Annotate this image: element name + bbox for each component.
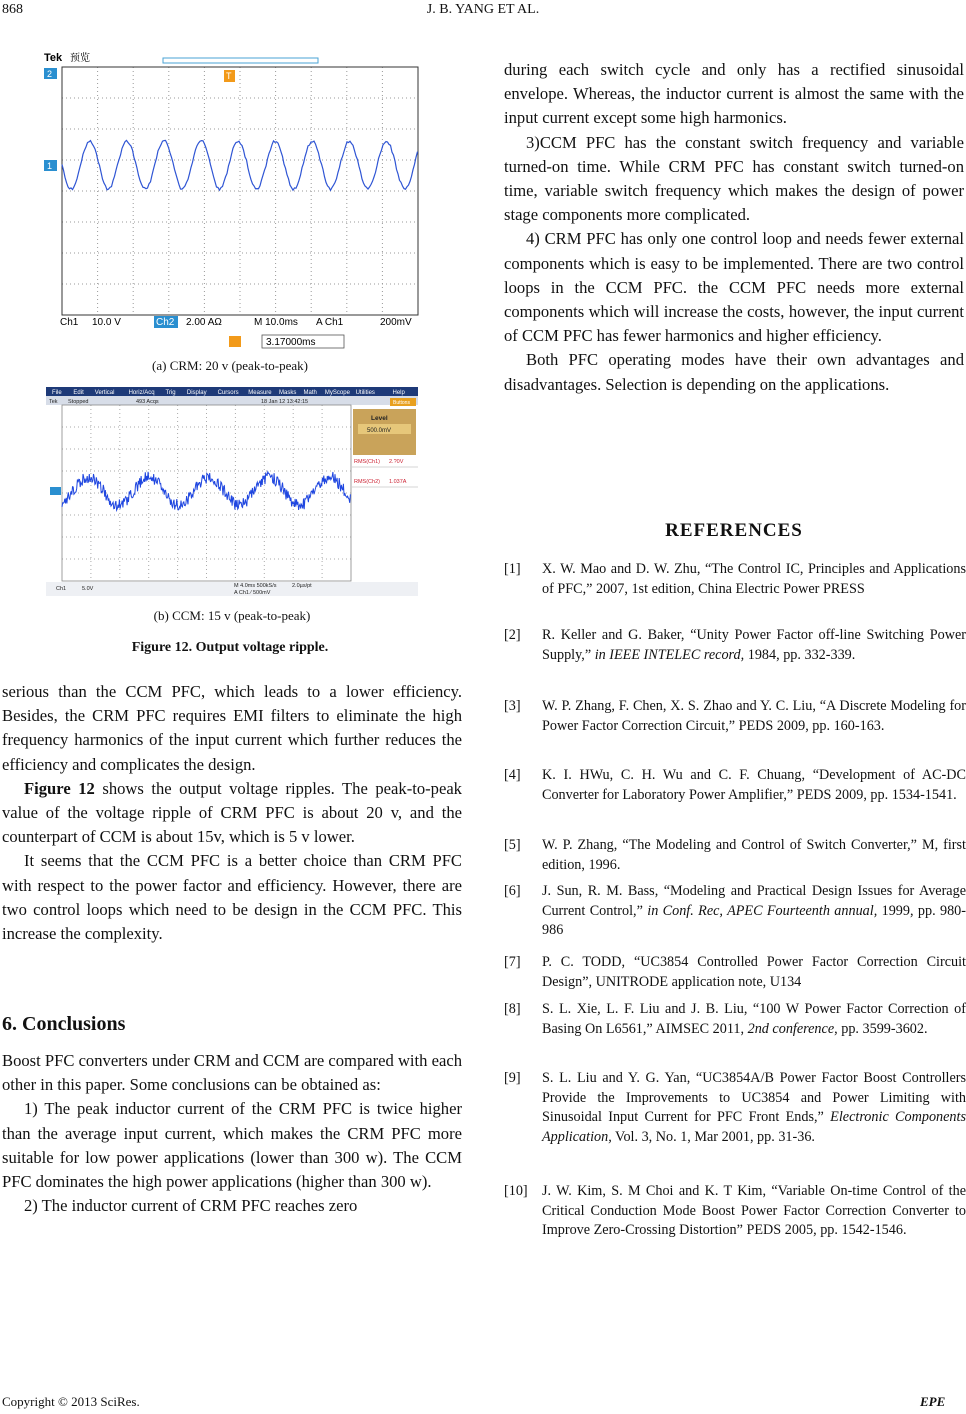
reference-text-part: 1984, pp. 332-339. xyxy=(744,646,856,663)
page-number: 868 xyxy=(2,2,23,17)
reference-text: W. P. Zhang, “The Modeling and Control of Switch Converter,” M, first edition, 1996. xyxy=(542,837,966,873)
svg-text:Stopped: Stopped xyxy=(68,399,89,405)
svg-text:500.0mV: 500.0mV xyxy=(367,428,392,434)
readout-marker xyxy=(229,336,241,347)
menu-item[interactable]: Math xyxy=(303,390,317,396)
reference-text xyxy=(542,1000,966,1039)
reference-text-part: S. L. Xie, L. F. Liu and J. B. Liu, “100 W Power Factor Correction of Basing On L6561,” AIMSEC 2011, xyxy=(542,1001,966,1037)
journal-name: EPE xyxy=(920,1394,946,1409)
mode-label: 预览 xyxy=(70,53,90,64)
section-heading: 6. Conclusions xyxy=(2,1013,126,1035)
reference-text xyxy=(542,626,966,665)
paragraph: during each switch cycle and only has a rectified sinusoidal envelope. Whereas, the inductor current is almost the same with the input current except some high harmonics. xyxy=(504,60,964,128)
svg-text:M 4.0ms 500kS/s: M 4.0ms 500kS/s xyxy=(234,583,277,589)
reference-number: [7] xyxy=(504,954,521,970)
menu-item[interactable]: Display xyxy=(186,390,207,396)
svg-text:2.0µs/pt: 2.0µs/pt xyxy=(292,583,312,589)
rms-ch1-label: RMS(Ch1) xyxy=(354,459,380,465)
reference-text-part: , pp. 3599-3602. xyxy=(834,1020,928,1037)
figure-a-oscilloscope xyxy=(40,48,420,350)
menu-item[interactable]: Cursors xyxy=(217,390,239,396)
status-ch1: Ch1 xyxy=(60,317,79,328)
reference-text xyxy=(542,882,966,941)
reference-number: [10] xyxy=(504,1183,528,1199)
reference-source: Electronic Components Application, xyxy=(542,1109,966,1145)
caption-b: (b) CCM: 15 v (peak-to-peak) xyxy=(153,608,311,623)
caption-a: (a) CRM: 20 v (peak-to-peak) xyxy=(152,358,308,373)
menu-item[interactable]: Trig xyxy=(165,390,176,396)
svg-text:Tek: Tek xyxy=(49,399,58,405)
status-bar xyxy=(46,396,418,405)
paragraph: It seems that the CCM PFC is a better choice than CRM PFC with respect to the power factor and efficiency. However, there are two control loops which need to be design in the CCM PFC. This increase the complexity. xyxy=(2,851,462,944)
left-column-conclusions xyxy=(2,1049,462,1218)
reference-source: in Conf. Rec, APEC Fourteenth annual, xyxy=(647,902,878,919)
svg-text:Ch1: Ch1 xyxy=(56,586,67,592)
reference-source: in IEEE INTELEC record, xyxy=(594,646,745,663)
tek-brand: Tek xyxy=(44,52,63,64)
right-column xyxy=(504,58,964,397)
paragraph: 4) CRM PFC has only one control loop and needs fewer external components which is easy to be implemented. There are two control loops in the CCM PFC. the CCM PFC needs more external components which will increase the costs, however, the input current of CCM PFC has fewer harmonics and higher efficiency. xyxy=(504,229,964,346)
figure-ref: Figure 12 xyxy=(24,778,95,798)
status-trig: A Ch1 xyxy=(316,317,344,328)
reference-text-part: 1999, pp. 980-986 xyxy=(542,902,966,938)
left-column xyxy=(2,680,462,946)
reference-text: P. C. TODD, “UC3854 Controlled Power Factor Correction Circuit Design”, UNITRODE application note, U134 xyxy=(542,954,966,990)
ch1-marker xyxy=(50,487,61,495)
reference-number: [9] xyxy=(504,1070,521,1086)
reference-number: [2] xyxy=(504,627,521,643)
svg-text:T: T xyxy=(226,71,232,81)
paragraph: 1) The peak inductor current of the CRM PFC is twice higher than the average input current, which makes the CRM PFC more suitable for low power applications (lower than 300 w). The CCM PFC dominates the high power applications (higher than 300 w). xyxy=(2,1099,462,1192)
rms-ch1-value: 2.?0V xyxy=(389,459,404,465)
paragraph: Figure 12 shows the output voltage ripples. The peak-to-peak value of the voltage ripple of CRM PFC is about 20 v, and the counterpart of CCM is about 15v, which is 5 v lower. xyxy=(2,778,462,847)
reference-number: [3] xyxy=(504,698,521,714)
figure-b-oscilloscope xyxy=(46,387,418,596)
svg-text:1: 1 xyxy=(47,161,53,171)
paragraph: Both PFC operating modes have their own advantages and disadvantages. Selection is depending on the applications. xyxy=(504,350,964,394)
svg-text:A Ch1 ⁄ 500mV: A Ch1 ⁄ 500mV xyxy=(234,590,271,596)
paragraph: 2) The inductor current of CRM PFC reaches zero xyxy=(24,1196,358,1216)
svg-text:2: 2 xyxy=(47,69,53,79)
reference-text-part: J. Sun, R. M. Bass, “Modeling and Practical Design Issues for Average Current Control,” xyxy=(542,883,966,919)
menu-item[interactable]: Utilities xyxy=(355,390,375,396)
menu-item[interactable]: File xyxy=(52,390,62,396)
reference-text-part: S. L. Liu and Y. G. Yan, “UC3854A/B Power Factor Boost Controllers Provide the Improvements to UC3854 and Power Limiting with Sinusoidal Input Current for PFC Front Ends,” xyxy=(542,1070,966,1125)
reference-text: X. W. Mao and D. W. Zhu, “The Control IC, Principles and Applications of PFC,” 2007, 1st edition, China Electric Power PRESS xyxy=(542,561,966,597)
svg-text:5.0V: 5.0V xyxy=(82,586,94,592)
reference-text-part: Vol. 3, No. 1, Mar 2001, pp. 31-36. xyxy=(611,1128,815,1145)
reference-text: J. W. Kim, S. M Choi and K. T Kim, “Variable On-time Control of the Critical Conduction Mode Boost Power Factor Correction Converter to Improve Zero-Crossing Distortion” PEDS 2005, pp. 1542-1546. xyxy=(542,1183,966,1238)
rms-ch2-label: RMS(Ch2) xyxy=(354,479,380,485)
reference-text: W. P. Zhang, F. Chen, X. S. Zhao and Y. C. Liu, “A Discrete Modeling for Power Factor Correction Circuit,” PEDS 2009, pp. 160-163. xyxy=(542,698,966,734)
reference-number: [4] xyxy=(504,767,521,783)
svg-text:Buttons: Buttons xyxy=(393,400,410,406)
copyright: Copyright © 2013 SciRes. xyxy=(2,1394,140,1409)
status-time: M 10.0ms xyxy=(254,317,298,328)
paragraph: serious than the CCM PFC, which leads to a lower efficiency. Besides, the CRM PFC requires EMI filters to eliminate the high frequency harmonics of the input current which further reduces the efficiency and complicates the design. xyxy=(2,682,462,774)
reference-number: [5] xyxy=(504,837,521,853)
paragraph: Boost PFC converters under CRM and CCM are compared with each other in this paper. Some conclusions can be obtained as: xyxy=(2,1051,462,1095)
reference-number: [8] xyxy=(504,1001,521,1017)
menu-item[interactable]: Horiz/Acq xyxy=(128,390,155,396)
reference-text: K. I. HWu, C. H. Wu and C. F. Chuang, “Development of AC-DC Converter for Laboratory Power Amplifier,” PEDS 2009, pp. 1534-1541. xyxy=(542,767,966,803)
reference-text-part: R. Keller and G. Baker, “Unity Power Factor off-line Switching Power Supply,” xyxy=(542,627,966,663)
references-heading: REFERENCES xyxy=(665,520,803,541)
menu-item[interactable]: Measure xyxy=(248,390,272,396)
readout-value: 3.17000ms xyxy=(266,337,316,348)
status-ch2-scale: 2.00 AΩ xyxy=(186,317,222,328)
status-ch1-scale: 10.0 V xyxy=(92,317,121,328)
svg-text:18 Jan 12 13:42:15: 18 Jan 12 13:42:15 xyxy=(261,399,309,405)
reference-number: [6] xyxy=(504,883,521,899)
rms-ch2-value: 1.037A xyxy=(389,479,407,485)
reference-number: [1] xyxy=(504,561,521,577)
figure-caption: Figure 12. Output voltage ripple. xyxy=(131,640,329,655)
svg-text:Level: Level xyxy=(371,415,388,422)
menu-item[interactable]: Edit xyxy=(73,390,84,396)
menu-item[interactable]: Masks xyxy=(279,390,297,396)
menu-item[interactable]: Help xyxy=(392,390,405,396)
menu-item[interactable]: Vertical xyxy=(94,390,115,396)
paragraph: 3)CCM PFC has the constant switch frequency and variable turned-on time. While CRM PFC has constant switch turned-on time, variable switch frequency which makes the design of power stage components more complicated. xyxy=(504,132,964,225)
status-trig-level: 200mV xyxy=(380,317,412,328)
svg-text:Ch2: Ch2 xyxy=(156,317,175,328)
reference-source: 2nd conference xyxy=(747,1020,835,1037)
running-header: J. B. YANG ET AL. xyxy=(426,2,540,17)
svg-text:493 Acqs: 493 Acqs xyxy=(136,399,159,405)
menu-item[interactable]: MyScope xyxy=(324,390,350,396)
reference-text xyxy=(542,1069,966,1147)
